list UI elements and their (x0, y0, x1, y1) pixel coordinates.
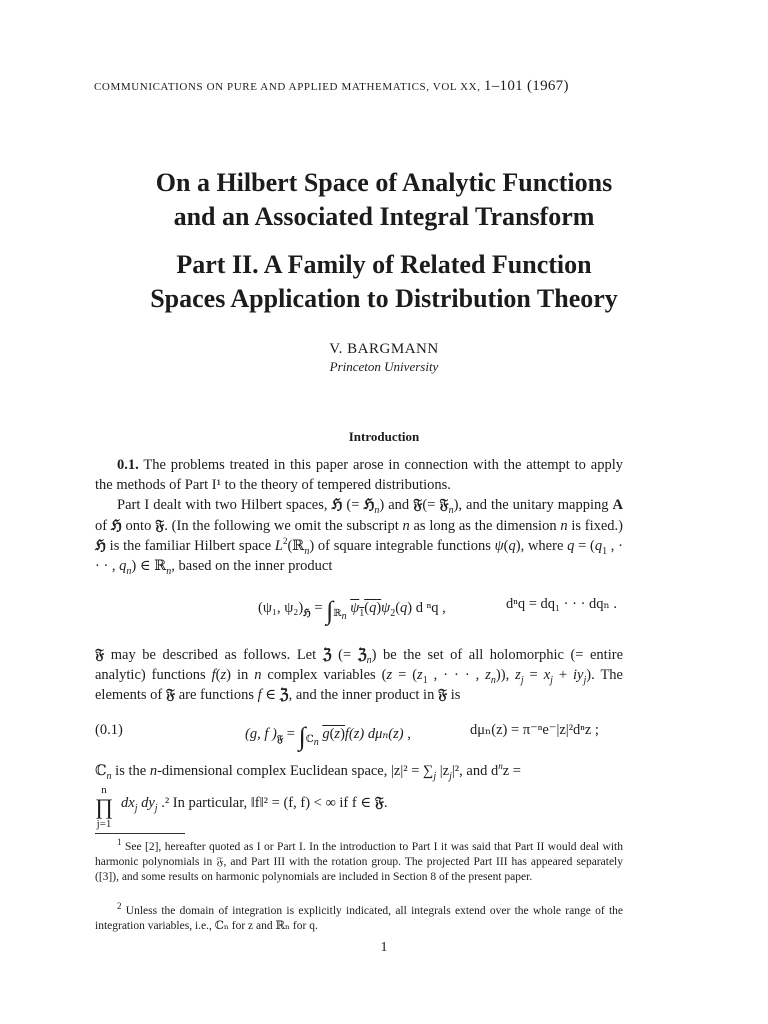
journal-name: COMMUNICATIONS ON PURE AND APPLIED MATHEMATICS, VOL XX, (94, 81, 481, 93)
author-affiliation: Princeton University (329, 359, 439, 374)
part-title-line2: Spaces Application to Distribution Theory (150, 284, 618, 313)
paragraph-euclidean-space: ℂ$_n$ is the n-dimensional complex Euclidean space, $|z|^2 = \sum_j$ $|z_j|^2$, and $d^nz$ = (95, 761, 521, 782)
footnote-2: $^2$ Unless the domain of integration is explicitly indicated, all integrals extend over the whole range of the integration variables, i.e., ℂₙ for z and ℝₙ for q. (95, 901, 624, 932)
paragraph-0-1 (95, 456, 623, 495)
author-name: V. BARGMANN (329, 341, 439, 357)
paragraph-space-f: 𝔉 may be described as follows. Let ℨ (= ℨ$_n$) be the set of all holomorphic (= entire analytic) functions f(z) in n complex variables ($z = (z_1$ , · · · , $z_n$)), $z_j = x_j + iy_j$). The elements of 𝔉 are functions f ∈ ℨ, and the inner product in 𝔉 is (95, 646, 624, 703)
part-title (60, 248, 708, 316)
product-symbol: n ∏ j=1 (95, 784, 114, 830)
product-line-text: $dx_j$ $dy_j$ .² In particular, ‖f‖² = (f, f) < ∞ if f ∈ 𝔉. (121, 794, 388, 814)
section-heading: Introduction (348, 429, 420, 444)
paragraph-number: 0.1. (117, 457, 139, 473)
footnote-1: $^1$ See [2], hereafter quoted as I or Part I. In the introduction to Part I it was said that Part II would deal with harmonic polynomials in 𝔉, and Part III with the rotation group. The projected Part III has appeared separately ([3]), and some results on harmonic polynomials are included in Section 8 of the present paper. (95, 837, 624, 883)
part-title-line1: Part II. A Family of Related Function (176, 250, 592, 279)
equation-measure-dmu: dμₙ(z) = π⁻ⁿe⁻|z|²dⁿz ; (470, 722, 599, 738)
paragraph-hilbert-spaces: Part I dealt with two Hilbert spaces, ℌ (= ℌ$_n$) and 𝔉(= 𝔉$_n$), and the unitary mapping A of ℌ onto 𝔉. (In the following we omit the subscript n as long as the dimension n is fixed.) ℌ is the familiar Hilbert space $L^2(ℝ_n)$ of square integrable functions ψ(q), where $q = (q_1$ , · · · , $q_n$) ∈ ℝ$_n$, based on the inner product (95, 496, 623, 577)
paragraph-text: The problems treated in this paper arose in connection with the attempt to apply the methods of Part I¹ to the theory of tempered distributions. (95, 457, 623, 493)
equation-inner-product-h: (ψ₁, $\psi_2)_ℌ = \int_{ℝ_n}$ $\psi_1(q)\psi_2(q)$ d ⁿq , (258, 596, 446, 625)
equation-measure-dq: dⁿq = dq₁ · · · dqₙ . (506, 596, 618, 612)
footnote-divider (95, 833, 185, 834)
main-title-line2: and an Associated Integral Transform (173, 202, 595, 231)
equation-tag-0-1: (0.1) (95, 722, 123, 738)
main-title (60, 166, 708, 234)
running-header (94, 78, 624, 95)
equation-inner-product-f: (g, f )$_𝔉 = \int_{ℂ_n}$ g(z)f(z) dμₙ(z) , (245, 722, 411, 751)
page-range: 1–101 (1967) (483, 78, 569, 94)
page-number: 1 (380, 940, 388, 955)
main-title-line1: On a Hilbert Space of Analytic Functions (155, 168, 613, 197)
